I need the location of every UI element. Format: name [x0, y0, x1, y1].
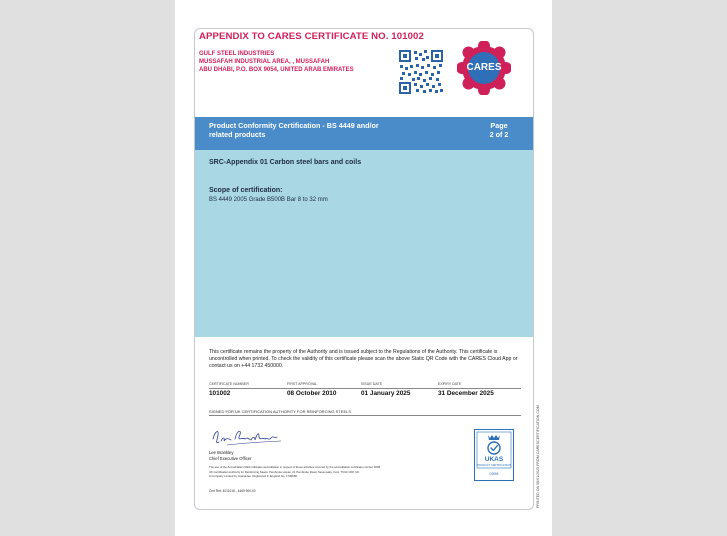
qr-code-icon[interactable] — [398, 49, 444, 95]
ukas-number: 0008 — [489, 471, 499, 476]
page-number: 2 of 2 — [489, 130, 509, 139]
fine-print-line: A Company Limited by Guarantee. Registered in England No. 1706658. — [209, 474, 298, 479]
signed-divider — [209, 415, 521, 416]
signer-name: Lee Brankley — [209, 450, 234, 455]
cert-number-label: CERTIFICATE NUMBER — [209, 382, 249, 386]
first-approval-label: FIRST APPROVAL — [287, 382, 318, 386]
meta-divider — [209, 388, 521, 389]
signed-for-text: SIGNED FOR UK CERTIFICATION AUTHORITY FOR REINFORCING STEELS — [209, 409, 352, 414]
scope-panel — [195, 150, 533, 337]
company-address-line2: ABU DHABI, P.O. BOX 9054, UNITED ARAB EMIRATES — [199, 67, 354, 73]
page-indicator — [479, 121, 519, 139]
issue-date-label: ISSUE DATE — [361, 382, 383, 386]
certificate — [194, 28, 534, 510]
page-label: Page — [490, 121, 508, 130]
signature-icon — [209, 425, 289, 449]
ukas-subtitle: PRODUCT CERTIFICATION — [477, 464, 511, 467]
ukas-mark — [474, 429, 514, 481]
cert-reference: Cert Ref: 4011018 - 4469 900-00 — [209, 489, 256, 493]
issue-date-value: 01 January 2025 — [361, 390, 411, 397]
fine-print-line: UK Certification Authority for Reinforcing Steels, Pembroke House, 21 Pembroke Road, Sevenoaks, Kent, TN13 1XR, UK. — [209, 469, 360, 474]
fine-print — [209, 465, 459, 479]
expiry-date-label: EXPIRY DATE — [438, 382, 462, 386]
cares-logo — [457, 41, 511, 95]
first-approval-value: 08 October 2010 — [287, 390, 337, 397]
signer-title: Chief Executive Officer — [209, 456, 252, 461]
company-block — [199, 50, 354, 74]
appendix-title: APPENDIX TO CARES CERTIFICATE NO. 101002 — [199, 31, 424, 42]
print-side-note: PRINTED ON 08/01/2025 FROM CARESCERTIFICATION.COM — [536, 405, 540, 508]
ukas-text: UKAS — [484, 456, 504, 463]
fine-print-line: The use of the Accreditation Mark indicates accreditation in respect of those activities covered by the accreditation certificate number 0008. — [209, 465, 381, 469]
scope-label: Scope of certification: — [209, 187, 283, 194]
cert-number-value: 101002 — [209, 390, 231, 397]
company-address-line1: MUSSAFAH INDUSTRIAL AREA, , MUSSAFAH — [199, 59, 330, 65]
certification-title-line1: Product Conformity Certification - BS 4449 and/or — [209, 121, 379, 130]
appendix-name: SRC-Appendix 01 Carbon steel bars and coils — [209, 159, 362, 166]
expiry-date-value: 31 December 2025 — [438, 390, 494, 397]
certificate-header — [195, 29, 533, 117]
disclaimer-text: This certificate remains the property of the Authority and is issued subject to the Regulations of the Authority. This certificate is uncontrolled when printed. To check the validity of this certificate please scan the above Static QR Code with the CARES Cloud App or contact us on +44 1732 450000. — [209, 349, 518, 369]
company-name: GULF STEEL INDUSTRIES — [199, 51, 275, 57]
certification-title-line2: related products — [209, 130, 266, 139]
logo-text: CARES — [466, 62, 502, 73]
certification-title — [209, 121, 439, 139]
scope-text: BS 4449 2005 Grade B500B Bar 8 to 32 mm — [209, 197, 328, 203]
